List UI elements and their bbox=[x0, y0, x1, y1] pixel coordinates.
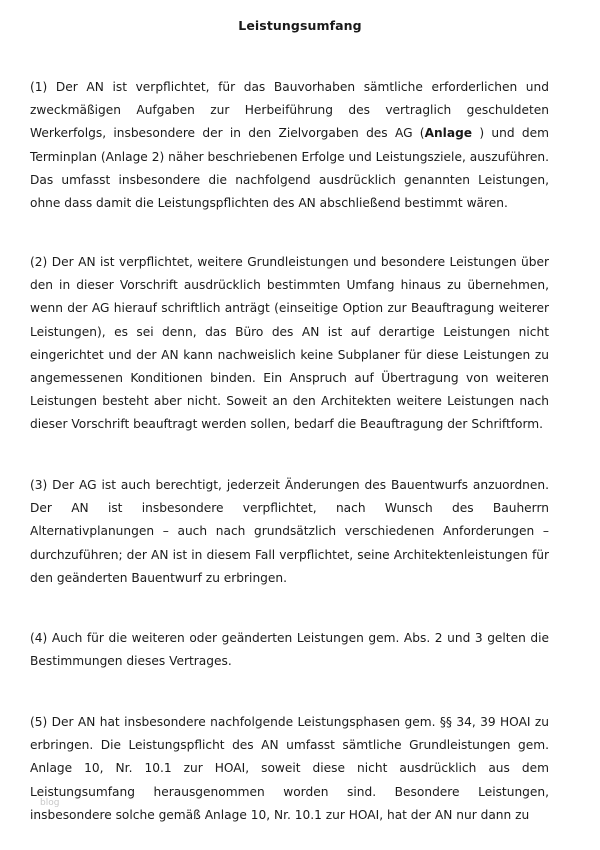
document-title: Leistungsumfang bbox=[238, 18, 362, 33]
paragraph-3: (3) Der AG ist auch berechtigt, jederzeit Änderungen des Bauentwurfs anzuordnen. Der AN ist insbesondere verpflichtet, nach Wunsch des Bauherrn Alternativplanungen – auch nach grundsätzlich verschiedenen Anforderungen – durchzuführen; der AN ist in diesem Fall verpflichtet, seine Architektenleistungen für den geänderten Bauentwurf zu erbringen. bbox=[30, 478, 549, 585]
watermark-text: blog bbox=[40, 798, 60, 808]
paragraph-1-text-end: ) und dem Terminplan (Anlage 2) näher beschriebenen Erfolge und Leistungsziele, auszuführen. Das umfasst insbesondere die nachfolgend ausdrücklich genannten Leistungen, ohne dass damit die Leistungspflichten des AN abschließend bestimmt wären. bbox=[30, 126, 549, 211]
paragraph-1-bold-anlage: Anlage bbox=[424, 126, 473, 141]
paragraph-1-text-start: (1) Der AN ist verpflichtet, für das Bauvorhaben sämtliche erforderlichen und zweckmäßigen Aufgaben zur Herbeiführung des vertraglich geschuldeten Werkerfolgs, insbesondere der in den Zielvorgaben des AG ( bbox=[30, 80, 549, 141]
paragraph-2: (2) Der AN ist verpflichtet, weitere Grundleistungen und besondere Leistungen über den in dieser Vorschrift ausdrücklich bestimmten Umfang hinaus zu übernehmen, wenn der AG hierauf schriftlich anträgt (einseitige Option zur Beauftragung weiterer Leistungen), es sei denn, das Büro des AN ist auf derartige Leistungen nicht eingerichtet und der AN kann nachweislich keine Subplaner für diese Leistungen zu angemessenen Konditionen binden. Ein Anspruch auf Übertragung von weiteren Leistungen besteht aber nicht. Soweit an den Architekten weitere Leistungen nach dieser Vorschrift beauftragt werden sollen, bedarf die Beauftragung der Schriftform. bbox=[30, 255, 549, 432]
paragraph-4: (4) Auch für die weiteren oder geänderten Leistungen gem. Abs. 2 und 3 gelten die Bestimmungen dieses Vertrages. bbox=[30, 631, 549, 669]
paragraph-1 bbox=[30, 76, 549, 215]
paragraph-5: (5) Der AN hat insbesondere nachfolgende Leistungsphasen gem. §§ 34, 39 HOAI zu erbringen. Die Leistungspflicht des AN umfasst sämtliche Grundleistungen gem. Anlage 10, Nr. 10.1 zur HOAI, soweit diese nicht ausdrücklich aus dem Leistungsumfang herausgenommen worden sind. Besondere Leistungen, insbesondere solche gemäß Anlage 10, Nr. 10.1 zur HOAI, hat der AN nur dann zu bbox=[30, 715, 549, 822]
